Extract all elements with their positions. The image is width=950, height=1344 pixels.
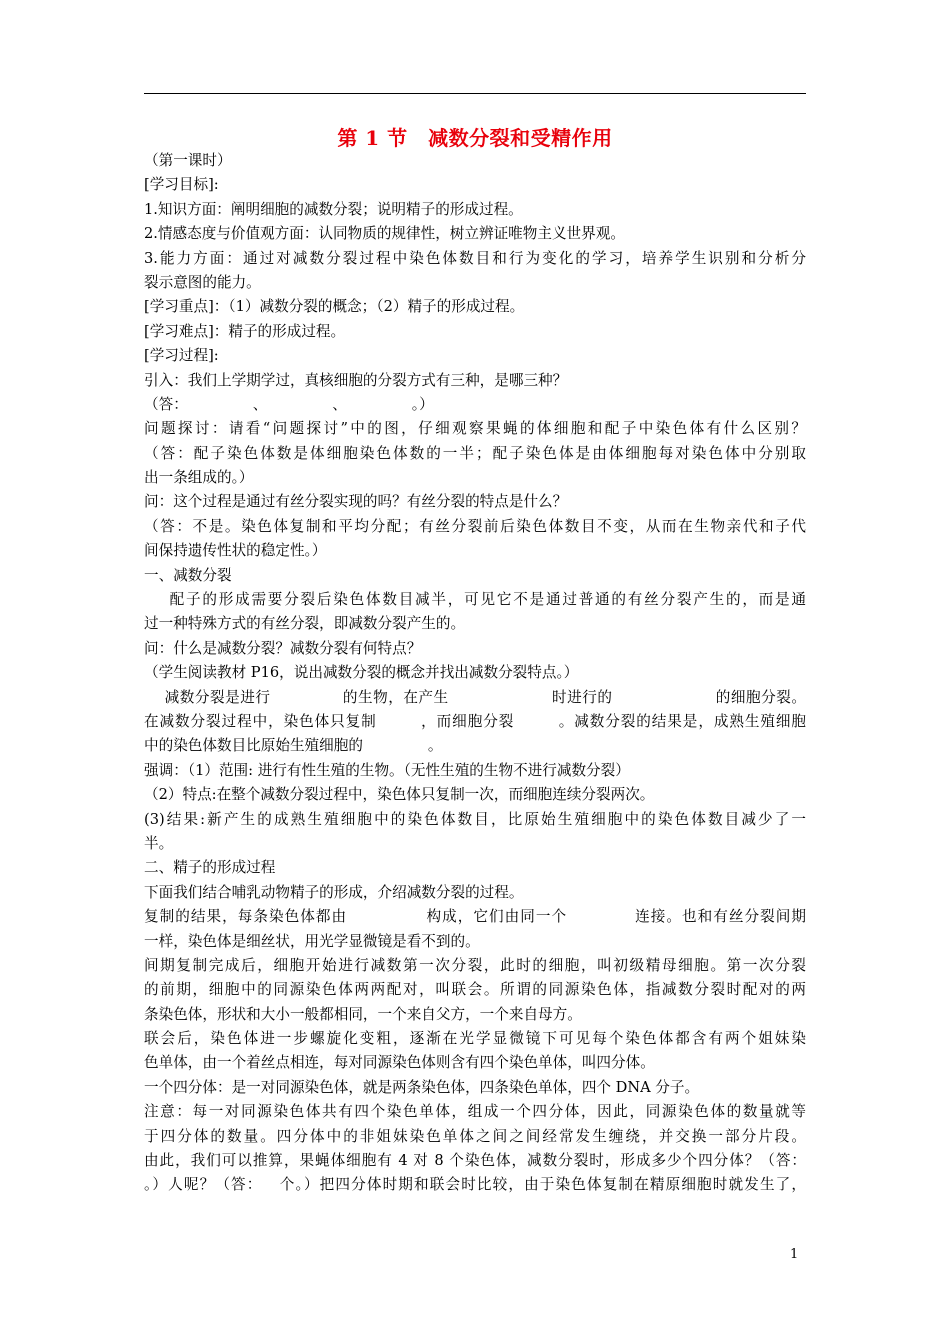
text-line: 裂示意图的能力。 — [144, 273, 261, 291]
text-line: [学习重点]：（1）减数分裂的概念；（2）精子的形成过程。 — [144, 298, 525, 316]
text-line: 问：什么是减数分裂？减数分裂有何特点？ — [144, 639, 422, 657]
text-line: 联会后，染色体进一步螺旋化变粗，逐渐在光学显微镜下可见每个染色体都含有两个姐妹染 — [144, 1030, 806, 1048]
text-line: 下面我们结合哺乳动物精子的形成，介绍减数分裂的过程。 — [144, 883, 524, 901]
text-line: 出一条组成的。） — [144, 469, 254, 487]
text-line: 于四分体的数量。四分体中的非姐妹染色单体之间之间经常发生缠绕，并交换一部分片段。 — [144, 1127, 806, 1145]
text-line: 注意：每一对同源染色体共有四个染色单体，组成一个四分体，因此，同源染色体的数量就等 — [144, 1103, 806, 1121]
text-line: （第一课时） — [144, 152, 232, 169]
section-title: 第 1 节 减数分裂和受精作用 — [337, 126, 613, 150]
text-line: 色单体，由一个着丝点相连，每对同源染色体则含有四个染色单体，叫四分体。 — [144, 1054, 655, 1072]
page-number: 1 — [790, 1247, 799, 1262]
text-line: 2.情感态度与价值观方面：认同物质的规律性，树立辨证唯物主义世界观。 — [144, 225, 625, 243]
text-line: 强调：（1）范围: 进行有性生殖的生物。（无性生殖的生物不进行减数分裂） — [144, 761, 630, 779]
text-line: （2）特点:在整个减数分裂过程中，染色体只复制一次，而细胞连续分裂两次。 — [144, 786, 655, 804]
text-line: 间期复制完成后，细胞开始进行减数第一次分裂，此时的细胞，叫初级精母细胞。第一次分裂 — [144, 956, 806, 974]
text-line: 问：这个过程是通过有丝分裂实现的吗？有丝分裂的特点是什么？ — [144, 493, 568, 511]
text-line: 1.知识方面：阐明细胞的减数分裂；说明精子的形成过程。 — [144, 200, 523, 218]
text-line: （答： 、 、 。） — [144, 395, 434, 413]
text-line: 半。 — [144, 834, 174, 852]
text-line: 配子的形成需要分裂后染色体数目减半，可见它不是通过普通的有丝分裂产生的，而是通 — [144, 591, 806, 609]
text-line: （答：配子染色体数是体细胞染色体数的一半；配子染色体是由体细胞每对染色体中分别取 — [144, 444, 806, 462]
text-line: 二、精子的形成过程 — [144, 859, 276, 877]
header-rule — [144, 93, 806, 94]
text-line: 条染色体，形状和大小一般都相同，一个来自父方，一个来自母方。 — [144, 1005, 582, 1023]
text-line: 一、减数分裂 — [144, 566, 232, 584]
text-line: 过一种特殊方式的有丝分裂，即减数分裂产生的。 — [144, 615, 466, 633]
text-line: 。）人呢？（答： 个。）把四分体时期和联会时比较，由于染色体复制在精原细胞时就发生了， — [144, 1176, 806, 1194]
text-line: （答：不是。染色体复制和平均分配；有丝分裂前后染色体数目不变，从而在生物亲代和子代 — [144, 517, 806, 535]
text-line: 3.能力方面：通过对减数分裂过程中染色体数目和行为变化的学习，培养学生识别和分析分 — [144, 249, 806, 267]
text-line: 减数分裂是进行 的生物，在产生 时进行的 的细胞分裂。 — [144, 688, 806, 706]
text-line: （学生阅读教材 P16，说出减数分裂的概念并找出减数分裂特点。） — [144, 664, 579, 682]
text-line: 在减数分裂过程中，染色体只复制 ，而细胞分裂 。减数分裂的结果是，成熟生殖细胞 — [144, 712, 806, 730]
text-line: 间保持遗传性状的稳定性。） — [144, 542, 327, 560]
text-line: 由此，我们可以推算，果蝇体细胞有 4 对 8 个染色体，减数分裂时，形成多少个四分体？（答： — [144, 1152, 806, 1170]
document-body — [144, 149, 806, 1198]
text-line: 问题探讨：请看“问题探讨”中的图，仔细观察果蝇的体细胞和配子中染色体有什么区别？ — [144, 420, 806, 438]
text-line: 一样，染色体是细丝状，用光学显微镜是看不到的。 — [144, 932, 480, 950]
text-line: [学习目标]: — [144, 176, 219, 194]
text-line: 复制的结果，每条染色体都由 构成，它们由同一个 连接。也和有丝分裂间期 — [144, 908, 806, 926]
text-line: 中的染色体数目比原始生殖细胞的 。 — [144, 737, 443, 755]
text-line: 的前期，细胞中的同源染色体两两配对，叫联会。所谓的同源染色体，指减数分裂时配对的两 — [144, 981, 806, 999]
text-line: [学习过程]: — [144, 347, 219, 365]
text-line: (3)结果:新产生的成熟生殖细胞中的染色体数目，比原始生殖细胞中的染色体数目减少了一 — [144, 810, 806, 828]
text-line: [学习难点]：精子的形成过程。 — [144, 322, 346, 340]
text-line: 引入：我们上学期学过，真核细胞的分裂方式有三种，是哪三种？ — [144, 371, 568, 389]
text-line: 一个四分体：是一对同源染色体，就是两条染色体，四条染色单体，四个 DNA 分子。 — [144, 1078, 700, 1096]
